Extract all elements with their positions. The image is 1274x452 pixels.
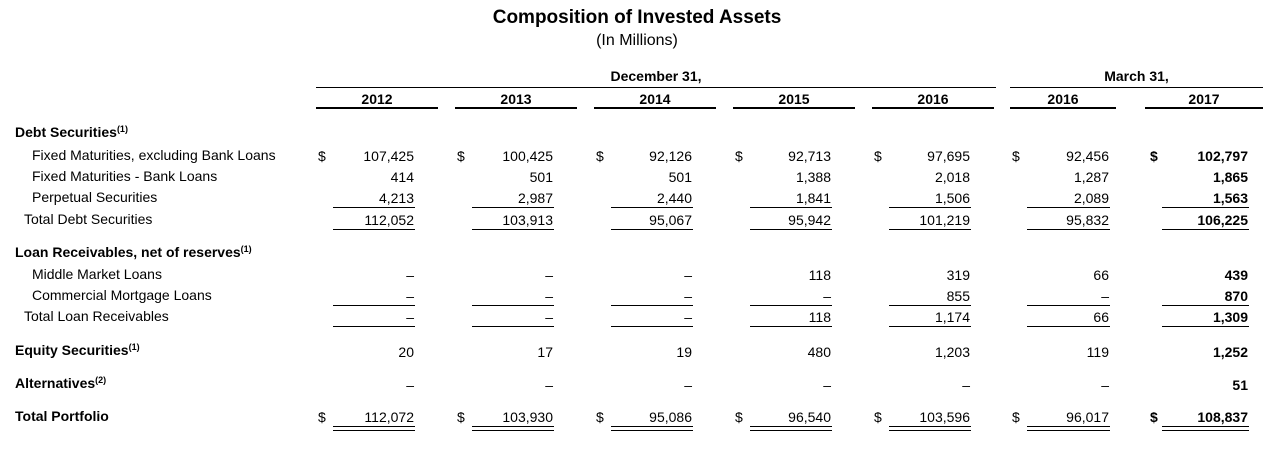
table-cell: – bbox=[545, 377, 553, 393]
section-label-alternatives bbox=[15, 375, 106, 391]
table-cell: 1,506 bbox=[934, 190, 970, 206]
column-header-rule bbox=[733, 107, 855, 109]
table-cell: 19 bbox=[676, 344, 692, 360]
single-underline bbox=[472, 326, 554, 327]
column-header-rule bbox=[316, 107, 438, 109]
table-cell: – bbox=[545, 288, 553, 304]
table-cell: 1,865 bbox=[1212, 169, 1248, 185]
single-underline bbox=[1027, 305, 1110, 306]
table-cell: 2,440 bbox=[656, 190, 692, 206]
single-underline bbox=[611, 229, 693, 230]
currency-symbol: $ bbox=[1012, 148, 1020, 164]
column-header-2015: 2015 bbox=[778, 91, 810, 107]
row-label-total-loan-receivables: Total Loan Receivables bbox=[24, 308, 169, 324]
table-cell: 1,309 bbox=[1212, 309, 1248, 325]
table-cell: 51 bbox=[1232, 377, 1248, 393]
section-label-text: Debt Securities bbox=[15, 124, 117, 140]
table-cell: 108,837 bbox=[1197, 409, 1248, 425]
table-cell: 4,213 bbox=[378, 190, 414, 206]
row-label-total-debt-securities: Total Debt Securities bbox=[24, 211, 153, 227]
section-label-text: Loan Receivables, net of reserves bbox=[15, 244, 241, 260]
table-cell: 112,072 bbox=[364, 409, 414, 425]
table-cell: 319 bbox=[946, 267, 970, 283]
currency-symbol: $ bbox=[874, 409, 882, 425]
row-label-fixed-maturities-excl-bank-loans: Fixed Maturities, excluding Bank Loans bbox=[32, 147, 276, 163]
double-underline bbox=[1162, 426, 1249, 431]
currency-symbol: $ bbox=[457, 148, 465, 164]
table-cell: 95,086 bbox=[649, 409, 692, 425]
table-cell: – bbox=[684, 267, 692, 283]
table-cell: 501 bbox=[668, 169, 692, 185]
table-cell: 2,018 bbox=[934, 169, 970, 185]
table-cell: 1,563 bbox=[1212, 190, 1248, 206]
currency-symbol: $ bbox=[318, 409, 326, 425]
footnote-marker: (1) bbox=[116, 124, 128, 134]
table-cell: 1,841 bbox=[795, 190, 831, 206]
single-underline bbox=[889, 207, 971, 208]
currency-symbol: $ bbox=[735, 409, 743, 425]
table-cell: – bbox=[1101, 288, 1109, 304]
single-underline bbox=[333, 305, 415, 306]
single-underline bbox=[333, 229, 415, 230]
section-label-total-portfolio: Total Portfolio bbox=[15, 408, 109, 424]
table-cell: – bbox=[406, 267, 414, 283]
table-cell: 100,425 bbox=[502, 148, 553, 164]
page-subtitle: (In Millions) bbox=[596, 32, 678, 49]
table-cell: 66 bbox=[1093, 267, 1109, 283]
table-cell: 2,987 bbox=[517, 190, 553, 206]
table-cell: 92,456 bbox=[1066, 148, 1109, 164]
table-cell: – bbox=[545, 309, 553, 325]
page-title: Composition of Invested Assets bbox=[492, 7, 782, 28]
column-header-2017: 2017 bbox=[1188, 91, 1220, 107]
footnote-marker: (1) bbox=[128, 342, 140, 352]
column-header-2014: 2014 bbox=[639, 91, 671, 107]
table-cell: 103,913 bbox=[502, 212, 553, 228]
table-cell: 95,942 bbox=[788, 212, 831, 228]
double-underline bbox=[472, 426, 554, 431]
row-label-perpetual-securities: Perpetual Securities bbox=[32, 189, 158, 205]
single-underline bbox=[333, 326, 415, 327]
double-underline bbox=[1027, 426, 1110, 431]
group-header-december: December 31, bbox=[610, 68, 702, 84]
row-label-fixed-maturities-bank-loans: Fixed Maturities - Bank Loans bbox=[32, 168, 218, 184]
column-header-rule bbox=[1145, 107, 1263, 109]
currency-symbol: $ bbox=[596, 409, 604, 425]
single-underline bbox=[889, 326, 971, 327]
table-cell: 480 bbox=[807, 344, 831, 360]
table-cell: 103,596 bbox=[919, 409, 970, 425]
single-underline bbox=[1027, 207, 1110, 208]
group-header-march: March 31, bbox=[1104, 68, 1169, 84]
table-cell: 118 bbox=[808, 267, 831, 283]
table-cell: 2,089 bbox=[1073, 190, 1109, 206]
group-divider-december bbox=[316, 87, 996, 88]
table-cell: – bbox=[684, 377, 692, 393]
table-cell: – bbox=[962, 377, 970, 393]
table-cell: – bbox=[684, 309, 692, 325]
single-underline bbox=[1162, 326, 1249, 327]
single-underline bbox=[750, 207, 832, 208]
single-underline bbox=[472, 207, 554, 208]
currency-symbol: $ bbox=[1012, 409, 1020, 425]
table-cell: 1,174 bbox=[934, 309, 970, 325]
section-label-text: Alternatives bbox=[15, 375, 96, 391]
single-underline bbox=[1027, 229, 1110, 230]
table-cell: – bbox=[406, 288, 414, 304]
single-underline bbox=[611, 305, 693, 306]
column-header-rule bbox=[455, 107, 577, 109]
table-cell: 101,219 bbox=[919, 212, 970, 228]
row-label-middle-market-loans: Middle Market Loans bbox=[32, 266, 162, 282]
column-header-2016-dec: 2016 bbox=[917, 91, 949, 107]
column-header-rule bbox=[872, 107, 994, 109]
single-underline bbox=[333, 207, 415, 208]
table-cell: – bbox=[1101, 377, 1109, 393]
table-cell: 103,930 bbox=[502, 409, 553, 425]
double-underline bbox=[889, 426, 971, 431]
single-underline bbox=[611, 326, 693, 327]
currency-symbol: $ bbox=[874, 148, 882, 164]
single-underline bbox=[889, 305, 971, 306]
single-underline bbox=[472, 305, 554, 306]
row-label-commercial-mortgage-loans: Commercial Mortgage Loans bbox=[32, 287, 212, 303]
table-cell: 439 bbox=[1224, 267, 1248, 283]
table-cell: 870 bbox=[1224, 288, 1248, 304]
table-cell: – bbox=[823, 377, 831, 393]
table-cell: 1,388 bbox=[795, 169, 831, 185]
section-label-text: Equity Securities bbox=[15, 342, 129, 358]
section-label-equity-securities bbox=[15, 342, 140, 358]
currency-symbol: $ bbox=[457, 409, 465, 425]
table-cell: 97,695 bbox=[927, 148, 970, 164]
single-underline bbox=[1162, 305, 1249, 306]
table-cell: 1,287 bbox=[1073, 169, 1109, 185]
column-header-2012: 2012 bbox=[361, 91, 393, 107]
table-cell: 96,017 bbox=[1066, 409, 1109, 425]
table-cell: 1,252 bbox=[1212, 344, 1248, 360]
table-cell: 17 bbox=[537, 344, 553, 360]
column-header-rule bbox=[594, 107, 716, 109]
currency-symbol: $ bbox=[318, 148, 326, 164]
table-cell: 95,067 bbox=[649, 212, 692, 228]
table-cell: 92,713 bbox=[788, 148, 831, 164]
single-underline bbox=[750, 305, 832, 306]
table-cell: – bbox=[684, 288, 692, 304]
table-cell: 20 bbox=[398, 344, 414, 360]
table-cell: – bbox=[406, 377, 414, 393]
table-cell: 92,126 bbox=[649, 148, 692, 164]
single-underline bbox=[472, 229, 554, 230]
table-cell: 112,052 bbox=[364, 212, 414, 228]
single-underline bbox=[1162, 229, 1249, 230]
currency-symbol: $ bbox=[596, 148, 604, 164]
column-header-rule bbox=[1010, 107, 1116, 109]
table-cell: 95,832 bbox=[1066, 212, 1109, 228]
currency-symbol: $ bbox=[735, 148, 743, 164]
single-underline bbox=[1027, 326, 1110, 327]
single-underline bbox=[750, 229, 832, 230]
table-cell: 414 bbox=[390, 169, 414, 185]
table-cell: 119 bbox=[1086, 344, 1109, 360]
table-cell: 501 bbox=[529, 169, 553, 185]
single-underline bbox=[750, 326, 832, 327]
single-underline bbox=[1162, 207, 1249, 208]
currency-symbol: $ bbox=[1150, 409, 1158, 425]
double-underline bbox=[333, 426, 415, 431]
column-header-2013: 2013 bbox=[500, 91, 532, 107]
table-cell: 855 bbox=[946, 288, 970, 304]
column-header-2016-mar: 2016 bbox=[1047, 91, 1079, 107]
group-divider-march bbox=[1010, 87, 1263, 88]
single-underline bbox=[611, 207, 693, 208]
double-underline bbox=[750, 426, 832, 431]
section-label-debt-securities bbox=[15, 124, 128, 140]
table-cell: 1,203 bbox=[934, 344, 970, 360]
footnote-marker: (2) bbox=[95, 375, 107, 385]
double-underline bbox=[611, 426, 693, 431]
table-cell: 107,425 bbox=[363, 148, 414, 164]
single-underline bbox=[889, 229, 971, 230]
table-cell: 118 bbox=[808, 309, 831, 325]
table-cell: – bbox=[406, 309, 414, 325]
table-cell: – bbox=[823, 288, 831, 304]
table-cell: 106,225 bbox=[1197, 212, 1248, 228]
currency-symbol: $ bbox=[1150, 148, 1158, 164]
section-label-loan-receivables bbox=[15, 244, 252, 260]
table-cell: 96,540 bbox=[788, 409, 831, 425]
footnote-marker: (1) bbox=[240, 244, 252, 254]
table-cell: 66 bbox=[1093, 309, 1109, 325]
table-cell: 102,797 bbox=[1197, 148, 1248, 164]
table-cell: – bbox=[545, 267, 553, 283]
